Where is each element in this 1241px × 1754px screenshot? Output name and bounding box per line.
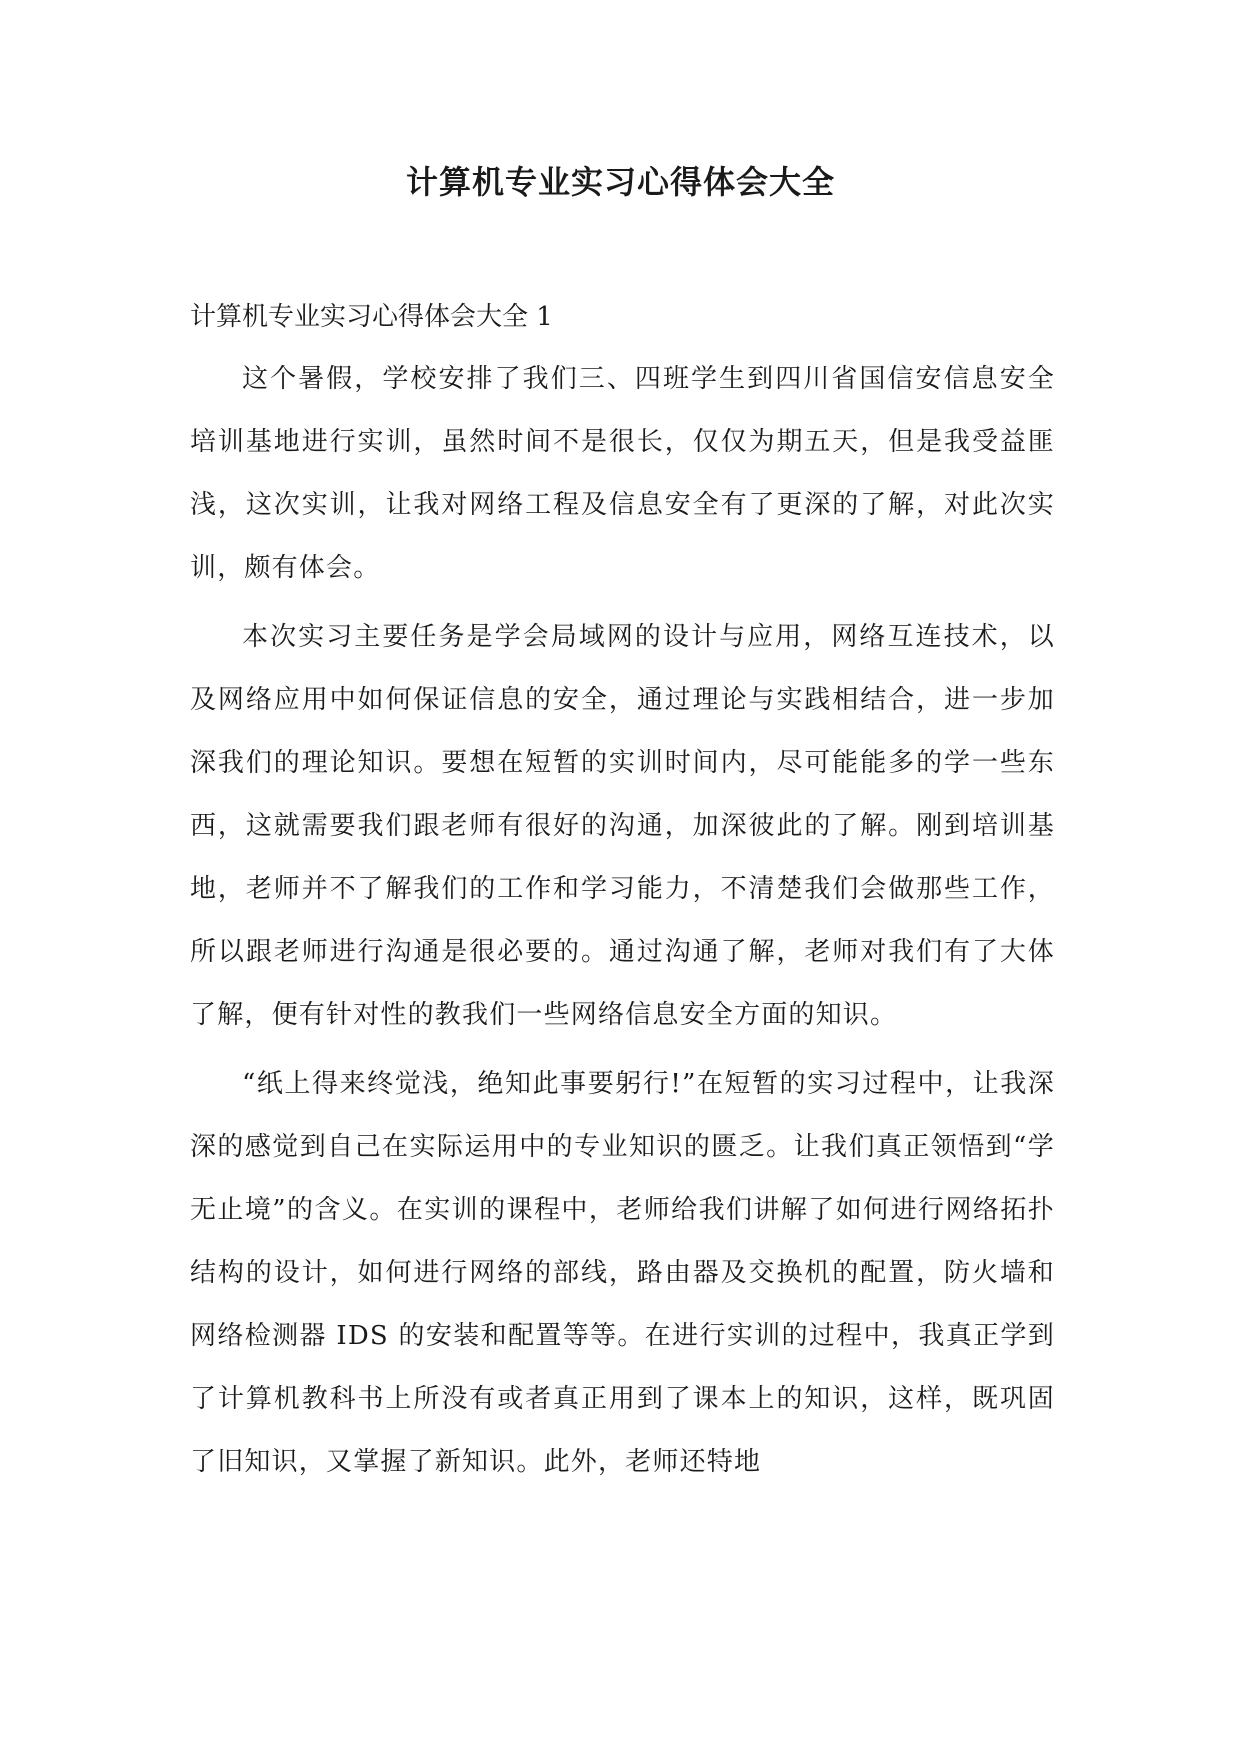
- document-body: [190, 290, 1055, 1494]
- paragraph-3: “纸上得来终觉浅，绝知此事要躬行!”在短暂的实习过程中，让我深深的感觉到自己在实际运用中的专业知识的匮乏。让我们真正领悟到“学无止境”的含义。在实训的课程中，老师给我们讲解了如何进行网络拓扑结构的设计，如何进行网络的部线，路由器及交换机的配置，防火墙和网络检测器 IDS 的安装和配置等等。在进行实训的过程中，我真正学到了计算机教科书上所没有或者真正用到了课本上的知识，这样，既巩固了旧知识，又掌握了新知识。此外，老师还特地: [190, 1069, 1055, 1477]
- paragraph-1: 这个暑假，学校安排了我们三、四班学生到四川省国信安信息安全培训基地进行实训，虽然时间不是很长，仅仅为期五天，但是我受益匪浅，这次实训，让我对网络工程及信息安全有了更深的了解，对此次实训，颇有体会。: [190, 364, 1055, 583]
- section-heading: 计算机专业实习心得体会大全 1: [190, 302, 553, 332]
- paragraph-2: 本次实习主要任务是学会局域网的设计与应用，网络互连技术，以及网络应用中如何保证信息的安全，通过理论与实践相结合，进一步加深我们的理论知识。要想在短暂的实训时间内，尽可能能多的学一些东西，这就需要我们跟老师有很好的沟通，加深彼此的了解。刚到培训基地，老师并不了解我们的工作和学习能力，不清楚我们会做那些工作，所以跟老师进行沟通是很必要的。通过沟通了解，老师对我们有了大体了解，便有针对性的教我们一些网络信息安全方面的知识。: [190, 622, 1055, 1030]
- document-title: 计算机专业实习心得体会大全: [405, 163, 835, 201]
